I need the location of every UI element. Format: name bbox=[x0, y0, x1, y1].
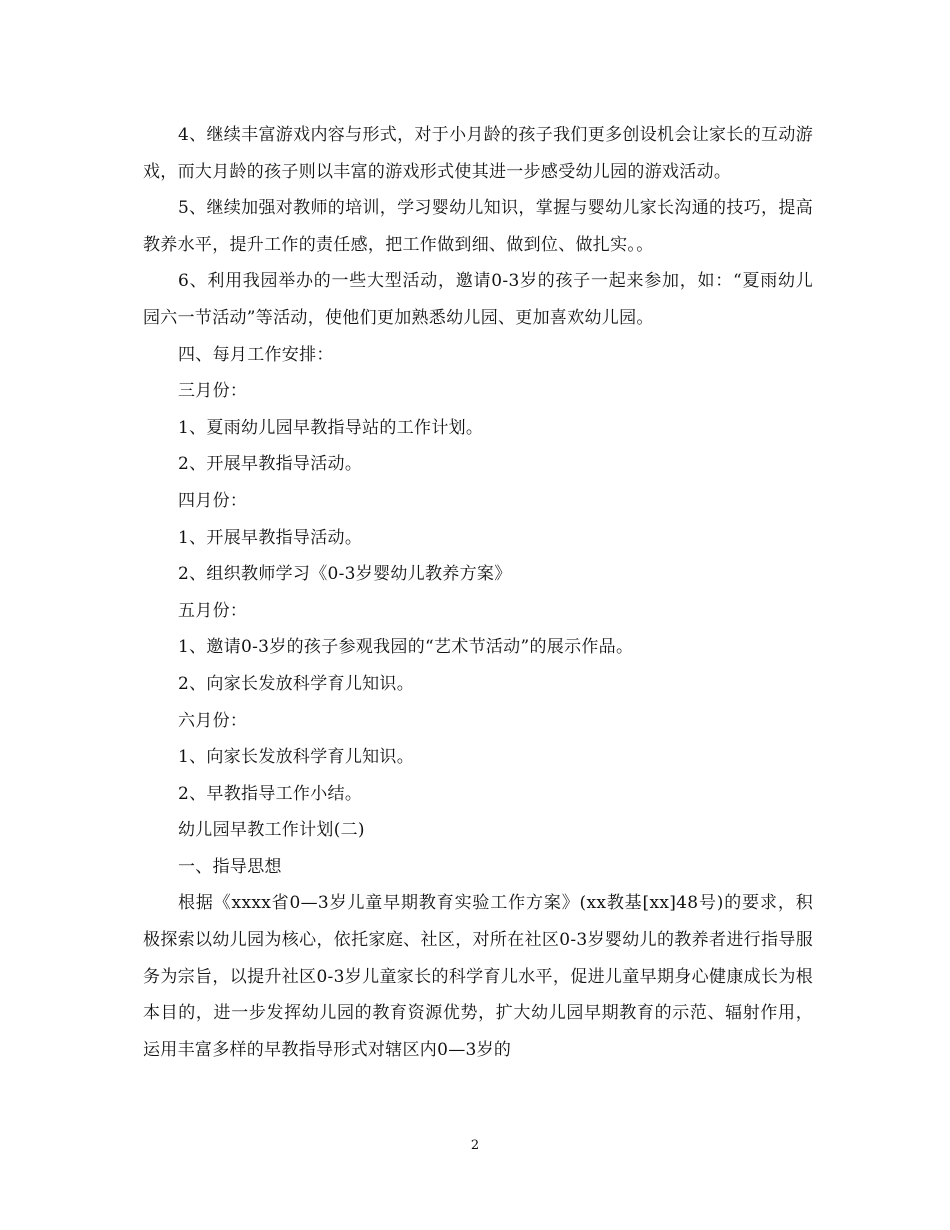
march-item-2: 2、开展早教指导活动。 bbox=[178, 454, 363, 475]
june-item-2: 2、早教指导工作小结。 bbox=[178, 783, 363, 804]
paragraph-item-4: 4、继续丰富游戏内容与形式，对于小月龄的孩子我们更多创设机会让家长的互动游戏，而大月龄的孩子则以丰富的游戏形式使其进一步感受幼儿园的游戏活动。 bbox=[143, 125, 813, 182]
may-item-1: 1、邀请0-3岁的孩子参观我园的“艺术节活动”的展示作品。 bbox=[178, 637, 634, 658]
month-heading-april: 四月份： bbox=[178, 490, 248, 511]
month-heading-may: 五月份： bbox=[178, 600, 248, 621]
april-item-2: 2、组织教师学习《0-3岁婴幼儿教养方案》 bbox=[178, 564, 512, 585]
paragraph-item-6: 6、利用我园举办的一些大型活动，邀请0-3岁的孩子一起来参加，如：“夏雨幼儿园六一节活动”等活动，使他们更加熟悉幼儿园、更加喜欢幼儿园。 bbox=[143, 271, 813, 328]
month-heading-june: 六月份： bbox=[178, 710, 248, 731]
document-subtitle: 幼儿园早教工作计划(二) bbox=[178, 820, 365, 841]
guiding-thought-paragraph: 根据《xxxx省0—3岁儿童早期教育实验工作方案》(xx教基[xx]48号)的要求，积极探索以幼儿园为核心，依托家庭、社区，对所在社区0-3岁婴幼儿的教养者进行指导服务为宗旨，以提升社区0-3岁儿童家长的科学育儿水平，促进儿童早期身心健康成长为根本目的，进一步发挥幼儿园的教育资源优势，扩大幼儿园早期教育的示范、辐射作用，运用丰富多样的早教指导形式对辖区内0—3岁的 bbox=[143, 893, 813, 1060]
document-body bbox=[143, 117, 813, 1068]
page-number: 2 bbox=[470, 1138, 480, 1153]
section-heading-monthly-plan: 四、每月工作安排： bbox=[178, 344, 334, 365]
paragraph-item-5: 5、继续加强对教师的培训，学习婴幼儿知识，掌握与婴幼儿家长沟通的技巧，提高教养水平，提升工作的责任感，把工作做到细、做到位、做扎实。。 bbox=[143, 198, 813, 255]
april-item-1: 1、开展早教指导活动。 bbox=[178, 527, 363, 548]
section-heading-guiding-thought: 一、指导思想 bbox=[178, 856, 282, 877]
may-item-2: 2、向家长发放科学育儿知识。 bbox=[178, 673, 415, 694]
march-item-1: 1、夏雨幼儿园早教指导站的工作计划。 bbox=[178, 417, 484, 438]
month-heading-march: 三月份： bbox=[178, 381, 248, 402]
june-item-1: 1、向家长发放科学育儿知识。 bbox=[178, 747, 415, 768]
